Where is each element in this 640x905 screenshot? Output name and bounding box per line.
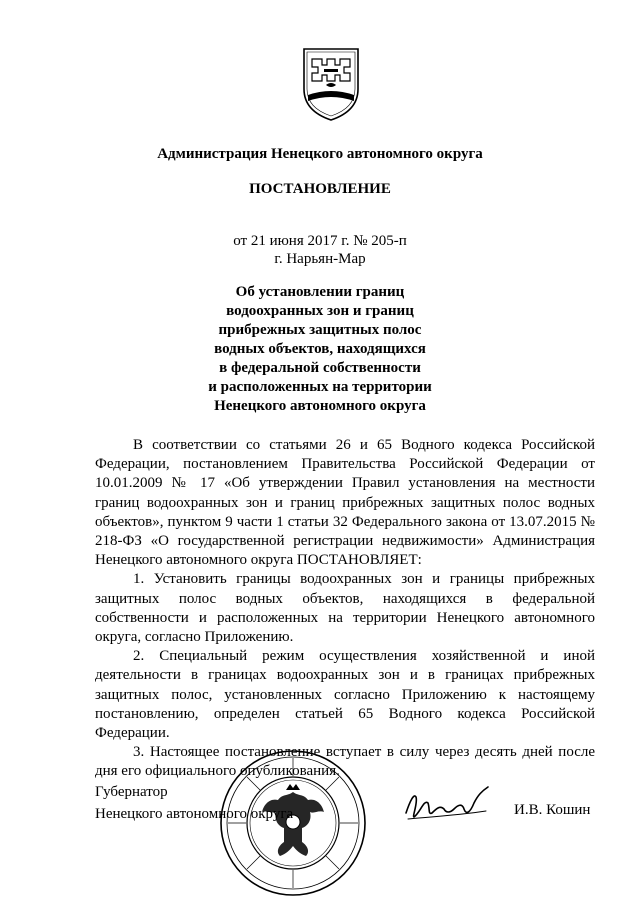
subject-line: водоохранных зон и границ <box>226 303 414 319</box>
document-body <box>95 436 595 782</box>
subject-line: и расположенных на территории <box>208 379 432 395</box>
signatory-title-line2: Ненецкого автономного округа <box>95 806 294 822</box>
organization-name: Администрация Ненецкого автономного округа <box>157 146 483 162</box>
document-date-number: от 21 июня 2017 г. № 205-п <box>233 233 407 249</box>
subject-line: Ненецкого автономного округа <box>214 398 426 414</box>
body-paragraph-3: 3. Настоящее постановление вступает в силу через десять дней после дня его официального опубликования. <box>95 744 595 780</box>
handwritten-signature <box>400 783 494 825</box>
subject-line: в федеральной собственности <box>219 360 421 376</box>
document-subject <box>0 283 640 416</box>
subject-line: прибрежных защитных полос <box>218 322 422 338</box>
signer-name: И.В. Кошин <box>514 802 591 818</box>
signatory-title-line1: Губернатор <box>95 784 168 800</box>
document-city: г. Нарьян-Мар <box>274 251 366 267</box>
body-paragraph-preamble: В соответствии со статьями 26 и 65 Водного кодекса Российской Федерации, постановлением Правительства Российской Федерации от 10.01.2009 № 17 «Об утверждении Правил установления на местности границ водоохранных зон и границ прибрежных защитных полос водных объектов», пунктом 9 части 1 статьи 32 Федерального закона от 13.07.2015 № 218-ФЗ «О государственной регистрации недвижимости» Администрация Ненецкого автономного округа ПОСТАНОВЛЯЕТ: <box>95 437 595 569</box>
handwritten-signature-icon <box>400 783 494 825</box>
signatory-title <box>95 781 293 825</box>
coat-of-arms-emblem <box>300 45 362 123</box>
nenets-coat-of-arms-icon <box>300 45 362 123</box>
subject-line: Об установлении границ <box>235 284 405 300</box>
subject-line: водных объектов, находящихся <box>214 341 426 357</box>
body-paragraph-2: 2. Специальный режим осуществления хозяйственной и иной деятельности в границах водоохранных зон и в границах прибрежных защитных полос, установленных согласно Приложению к настоящему постановлению, определен статьей 65 Водного кодекса Российской Федерации. <box>95 648 595 742</box>
body-paragraph-1: 1. Установить границы водоохранных зон и границы прибрежных защитных полос водных объектов, находящихся в федеральной собственности и расположенных на территории Ненецкого автономного округа, согласно Приложению. <box>95 571 595 646</box>
document-type: ПОСТАНОВЛЕНИЕ <box>249 181 391 197</box>
